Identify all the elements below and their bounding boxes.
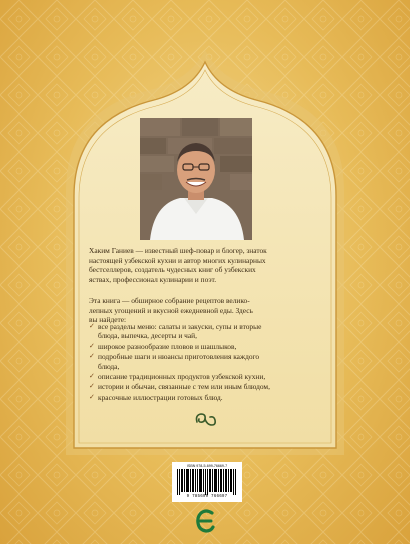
author-bio: Хаким Ганиев — известный шеф-повар и блогер, знаток настоящей узбекской кухни и автор многих кулинарных бестселлеров, создатель чудесных книг об узбекских яствах, профессионал кулинарии и поэт. (89, 246, 267, 284)
list-item: ✓ все разделы меню: салаты и закуски, супы и вторые блюда, выпечка, десерты и чай, (89, 322, 262, 341)
barcode (172, 462, 242, 502)
check-icon: ✓ (89, 392, 95, 401)
list-item: ✓ красочные иллюстрации готовых блюд. (89, 392, 223, 402)
author-portrait (140, 118, 252, 240)
check-icon: ✓ (89, 352, 95, 361)
list-item: ✓ подробные шаги и нюансы приготовления каждого блюда, (89, 352, 260, 371)
check-icon: ✓ (89, 322, 95, 330)
check-icon: ✓ (89, 372, 95, 381)
check-icon: ✓ (89, 382, 95, 391)
publisher-logo-icon (196, 508, 216, 534)
book-intro: Эта книга — обширное собрание рецептов велико- лепных угощений и вкусной ежедневной еды. Здесь вы найдете: (89, 296, 253, 325)
isbn-label: ISBN 978-5-699-76669-7 (186, 464, 228, 468)
swirl-ornament-icon (192, 410, 218, 430)
barcode-bars (177, 469, 237, 495)
list-item: ✓ описание традиционных продуктов узбекской кухни, (89, 372, 266, 382)
check-icon: ✓ (89, 341, 95, 350)
list-item: ✓ широкое разнообразие пловов и шашлыков, (89, 341, 237, 351)
barcode-digits: 9 785699 766697 (186, 495, 228, 499)
feature-list (89, 322, 329, 403)
list-item: ✓ истории и обычаи, связанные с тем или иным блюдом, (89, 382, 270, 392)
